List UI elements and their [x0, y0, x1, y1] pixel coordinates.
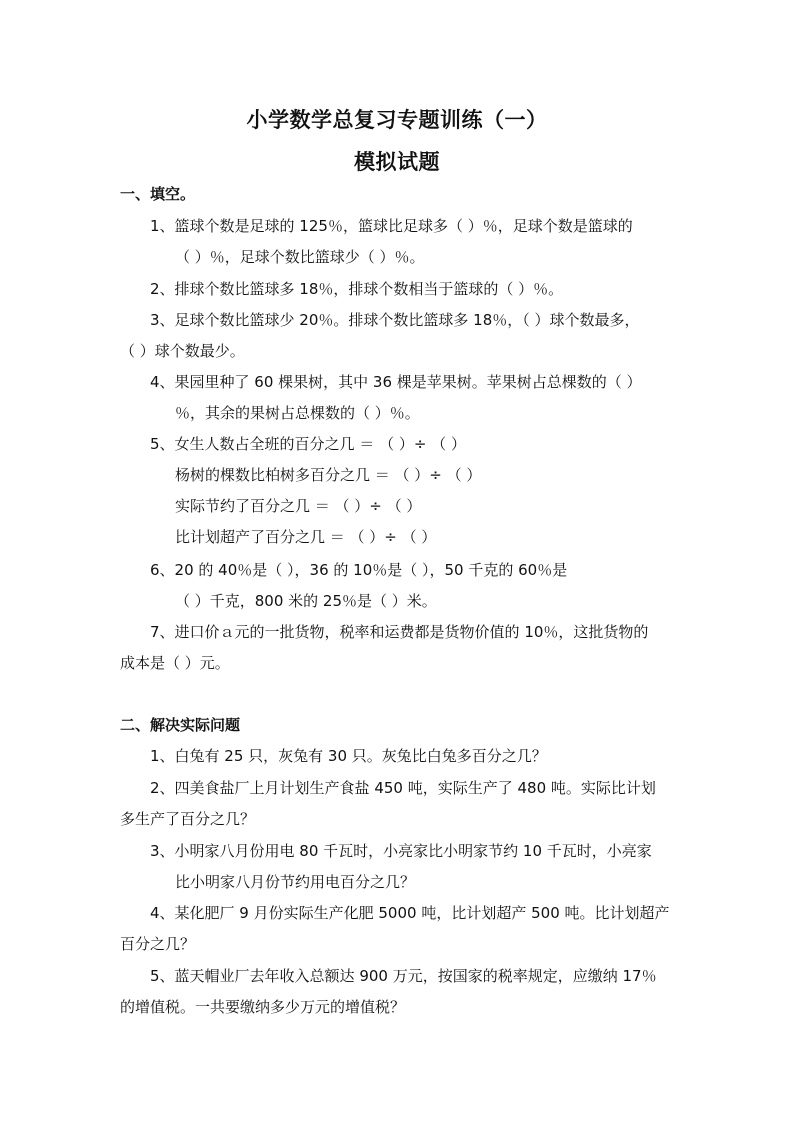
question-line: 3、足球个数比篮球少 20％。排球个数比篮球多 18％，（ ）球个数最多， — [150, 311, 640, 329]
question-line: （ ）球个数最少。 — [120, 342, 245, 360]
question-line: 多生产了百分之几？ — [120, 810, 256, 828]
question-line: 2、四美食盐厂上月计划生产食盐 450 吨，实际生产了 480 吨。实际比计划 — [150, 779, 656, 797]
question-line: 4、某化肥厂 9 月份实际生产化肥 5000 吨，比计划超产 500 吨。比计划超产 — [150, 904, 670, 922]
question-line: 5、女生人数占全班的百分之几 ＝ （ ）÷ （ ） — [150, 435, 466, 453]
question-line: 1、白兔有 25 只，灰兔有 30 只。灰兔比白兔多百分之几？ — [150, 747, 547, 765]
question-line: （ ）％，足球个数比篮球少（ ）％。 — [175, 248, 425, 266]
question-line: 5、蓝天帽业厂去年收入总额达 900 万元，按国家的税率规定，应缴纳 17％ — [150, 967, 657, 985]
question-line: 6、20 的 40％是（ ），36 的 10％是（ ），50 千克的 60％是 — [150, 561, 568, 579]
question-line: （ ）千克，800 米的 25％是（ ）米。 — [175, 592, 437, 610]
document-subtitle: 模拟试题 — [354, 150, 440, 174]
question-line: 实际节约了百分之几 ＝ （ ）÷ （ ） — [175, 497, 422, 515]
question-line: 比小明家八月份节约用电百分之几？ — [175, 873, 416, 891]
question-line: 3、小明家八月份用电 80 千瓦时，小亮家比小明家节约 10 千瓦时，小亮家 — [150, 842, 652, 860]
question-line: 2、排球个数比篮球多 18％，排球个数相当于篮球的（ ）％。 — [150, 280, 564, 298]
question-line: 杨树的棵数比柏树多百分之几 ＝ （ ）÷ （ ） — [175, 466, 482, 484]
question-line: 比计划超产了百分之几 ＝ （ ）÷ （ ） — [175, 528, 437, 546]
question-line: ％，其余的果树占总棵数的（ ）％。 — [175, 404, 420, 422]
question-line: 百分之几？ — [120, 935, 196, 953]
question-line: 成本是（ ）元。 — [120, 654, 230, 672]
section-heading-word-problems: 二、解决实际问题 — [120, 716, 241, 734]
section-heading-fill-blank: 一、填空。 — [120, 185, 196, 203]
document-title: 小学数学总复习专题训练（一） — [246, 108, 548, 132]
question-line: 的增值税。一共要缴纳多少万元的增值税？ — [120, 998, 406, 1016]
question-line: 4、果园里种了 60 棵果树，其中 36 棵是苹果树。苹果树占总棵数的（ ） — [150, 373, 642, 391]
question-line: 7、进口价ａ元的一批货物，税率和运费都是货物价值的 10％，这批货物的 — [150, 623, 649, 641]
question-line: 1、篮球个数是足球的 125％，篮球比足球多（ ）％，足球个数是篮球的 — [150, 217, 633, 235]
